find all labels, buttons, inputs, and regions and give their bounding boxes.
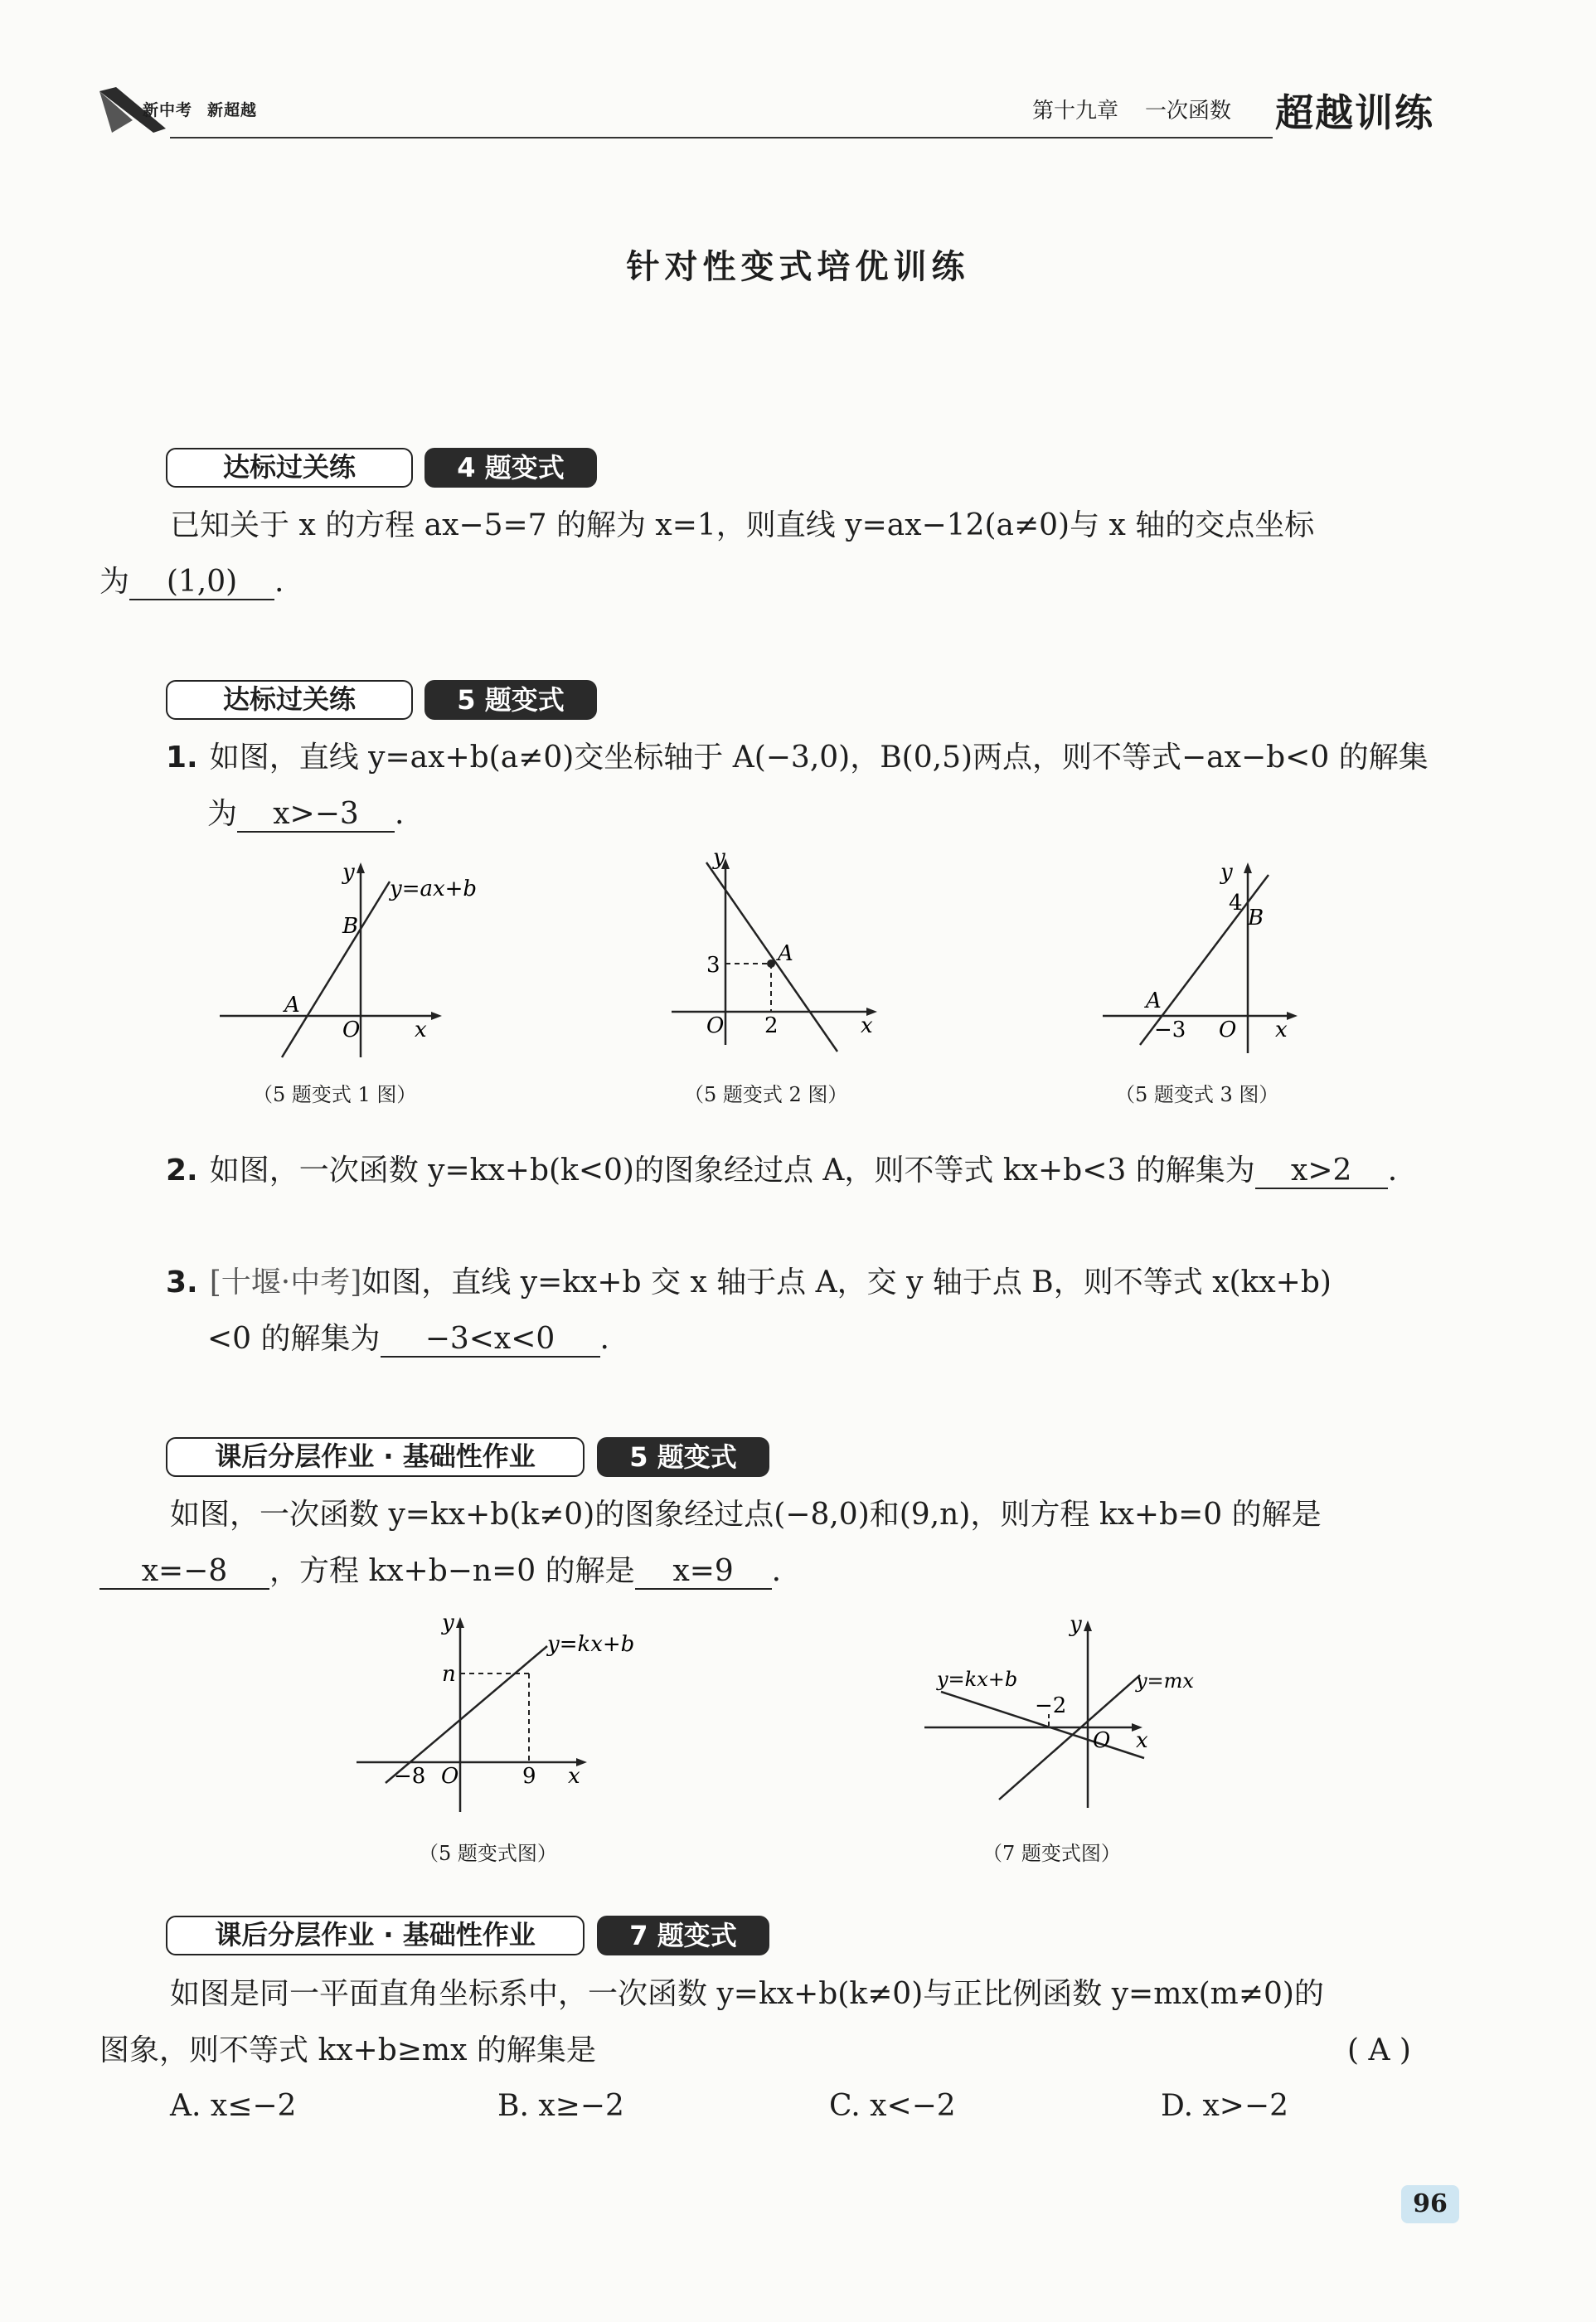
q2-line bbox=[166, 1153, 1397, 1189]
fig2-x-label: x bbox=[861, 1013, 873, 1038]
s3-line1: 如图，一次函数 y=kx+b(k≠0)的图象经过点(−8,0)和(9,n)，则方程 kx+b=0 的解是 bbox=[170, 1498, 1322, 1532]
figure-5-1 bbox=[211, 850, 485, 1066]
figB-equation-kx-b: y=kx+b bbox=[937, 1668, 1018, 1691]
fig3-tick-4: 4 bbox=[1229, 891, 1243, 916]
s3-mid: ，方程 kx+b−n=0 的解是 bbox=[269, 1554, 635, 1588]
fig1-x-label: x bbox=[415, 1018, 427, 1042]
fig3-point-a: A bbox=[1146, 989, 1162, 1013]
figure-5-3 bbox=[1094, 850, 1327, 1057]
fig2-tick-2: 2 bbox=[764, 1013, 779, 1038]
fig3-origin: O bbox=[1219, 1018, 1237, 1042]
figA-equation: y=kx+b bbox=[547, 1632, 635, 1657]
s1-line1: 已知关于 x 的方程 ax−5=7 的解为 x=1，则直线 y=ax−12(a≠0)与 x 轴的交点坐标 bbox=[170, 508, 1315, 542]
section-tag: 课后分层作业 · 基础性作业 bbox=[166, 1437, 585, 1477]
q2-number: 2. bbox=[166, 1154, 198, 1188]
option-b: B. x≥−2 bbox=[497, 2089, 624, 2123]
brand-right: 新超越 bbox=[207, 101, 258, 119]
line-y-mx bbox=[999, 1675, 1140, 1800]
s1-prefix: 为 bbox=[99, 565, 130, 599]
figB-x-label: x bbox=[1136, 1728, 1148, 1753]
figB-caption: （7 题变式图） bbox=[982, 1842, 1121, 1865]
fig2-tick-3: 3 bbox=[706, 953, 720, 978]
page-title: 针对性变式培优训练 bbox=[626, 248, 970, 286]
fig3-tick-m3: −3 bbox=[1154, 1018, 1186, 1042]
page-number: 96 bbox=[1401, 2185, 1459, 2223]
q3-source: [十堰·中考] bbox=[209, 1265, 362, 1299]
figA-tick-9: 9 bbox=[522, 1764, 536, 1789]
x-axis-arrow-icon bbox=[1287, 1012, 1298, 1020]
fig3-x-label: x bbox=[1275, 1018, 1288, 1042]
fig1-point-b: B bbox=[342, 914, 359, 939]
figA-caption: （5 题变式图） bbox=[419, 1842, 557, 1865]
figB-tick-m2: −2 bbox=[1035, 1693, 1067, 1718]
section-tag: 达标过关练 bbox=[166, 680, 413, 720]
q1-suffix: . bbox=[395, 797, 405, 831]
s1-suffix: . bbox=[274, 565, 284, 599]
q1-prefix: 为 bbox=[207, 797, 238, 831]
fig2-point-a: A bbox=[778, 941, 793, 966]
y-axis-arrow-icon bbox=[1084, 1620, 1092, 1631]
q1-number: 1. bbox=[166, 741, 198, 775]
section-tag: 课后分层作业 · 基础性作业 bbox=[166, 1916, 585, 1955]
figA-origin: O bbox=[441, 1764, 459, 1789]
q2-text: 如图，一次函数 y=kx+b(k<0)的图象经过点 A，则不等式 kx+b<3 的解集为 bbox=[209, 1154, 1255, 1188]
fig3-caption: （5 题变式 3 图） bbox=[1115, 1083, 1279, 1106]
figB-origin: O bbox=[1093, 1728, 1111, 1753]
header-divider bbox=[170, 137, 1273, 138]
section-tag: 达标过关练 bbox=[166, 448, 413, 488]
q3-suffix: . bbox=[599, 1322, 609, 1356]
fig1-equation: y=ax+b bbox=[390, 877, 478, 901]
q3-line2 bbox=[207, 1321, 609, 1358]
s3-suffix: . bbox=[771, 1554, 782, 1588]
s3-line2 bbox=[99, 1553, 781, 1590]
fig3-y-label: y bbox=[1220, 860, 1233, 885]
q1-text: 如图，直线 y=ax+b(a≠0)交坐标轴于 A(−3,0)，B(0,5)两点，则不等式−ax−b<0 的解集 bbox=[209, 741, 1429, 775]
s4-line2: 图象，则不等式 kx+b≥mx 的解集是 bbox=[99, 2033, 596, 2067]
figA-x-label: x bbox=[568, 1764, 580, 1789]
option-d: D. x>−2 bbox=[1161, 2089, 1289, 2123]
chapter-label bbox=[1032, 94, 1258, 124]
q3-text: 如图，直线 y=kx+b 交 x 轴于点 A，交 y 轴于点 B，则不等式 x(kx+b) bbox=[361, 1265, 1332, 1299]
line-y-ax-b bbox=[282, 882, 390, 1057]
fig1-point-a: A bbox=[284, 993, 300, 1018]
figB-equation-mx: y=mx bbox=[1136, 1669, 1194, 1693]
s1-answer: (1,0) bbox=[129, 566, 274, 600]
chapter-number: 第十九章 bbox=[1032, 99, 1119, 124]
fig2-caption: （5 题变式 2 图） bbox=[684, 1083, 848, 1106]
y-axis-arrow-icon bbox=[456, 1617, 464, 1628]
fig2-origin: O bbox=[706, 1013, 725, 1038]
q3-prefix: <0 的解集为 bbox=[207, 1322, 381, 1356]
fig1-origin: O bbox=[342, 1018, 361, 1042]
s4-answer: ( A ) bbox=[1347, 2033, 1411, 2067]
fig1-caption: （5 题变式 1 图） bbox=[253, 1083, 417, 1106]
y-axis-arrow-icon bbox=[357, 862, 365, 873]
s3-answer1: x=−8 bbox=[99, 1555, 269, 1590]
variant-tag: 7 题变式 bbox=[597, 1916, 769, 1955]
figA-n-label: n bbox=[442, 1662, 456, 1687]
figA-y-label: y bbox=[442, 1610, 454, 1635]
option-a: A. x≤−2 bbox=[170, 2089, 297, 2123]
chapter-topic: 一次函数 bbox=[1145, 99, 1232, 124]
q3-line1 bbox=[166, 1265, 1332, 1301]
s4-line1: 如图是同一平面直角坐标系中，一次函数 y=kx+b(k≠0)与正比例函数 y=mx(m≠0)的 bbox=[170, 1977, 1324, 2011]
q2-suffix: . bbox=[1387, 1154, 1398, 1188]
brand-text bbox=[143, 98, 272, 120]
q1-answer: x>−3 bbox=[237, 798, 395, 833]
q2-answer: x>2 bbox=[1255, 1154, 1388, 1189]
y-axis-arrow-icon bbox=[1244, 862, 1252, 873]
figure-5-variant bbox=[348, 1605, 663, 1820]
brand-left: 新中考 bbox=[143, 101, 193, 119]
fig1-y-label: y bbox=[342, 860, 355, 885]
s1-line2 bbox=[99, 564, 284, 600]
fig2-y-label: y bbox=[713, 846, 725, 870]
figA-tick-m8: −8 bbox=[394, 1764, 426, 1789]
figB-y-label: y bbox=[1070, 1613, 1082, 1637]
s3-answer2: x=9 bbox=[635, 1555, 772, 1590]
q1-line2 bbox=[207, 796, 404, 833]
figure-7-variant bbox=[912, 1613, 1244, 1812]
variant-tag: 4 题变式 bbox=[424, 448, 597, 488]
variant-tag: 5 题变式 bbox=[424, 680, 597, 720]
variant-tag: 5 题变式 bbox=[597, 1437, 769, 1477]
figure-5-2 bbox=[663, 846, 887, 1053]
option-c: C. x<−2 bbox=[829, 2089, 956, 2123]
fig3-point-b: B bbox=[1248, 906, 1264, 930]
q3-answer: −3<x<0 bbox=[381, 1323, 600, 1358]
q3-number: 3. bbox=[166, 1265, 198, 1299]
q1-line1 bbox=[166, 740, 1429, 776]
x-axis-arrow-icon bbox=[431, 1012, 442, 1020]
point-a-marker bbox=[767, 959, 775, 968]
series-title: 超越训练 bbox=[1275, 90, 1434, 135]
